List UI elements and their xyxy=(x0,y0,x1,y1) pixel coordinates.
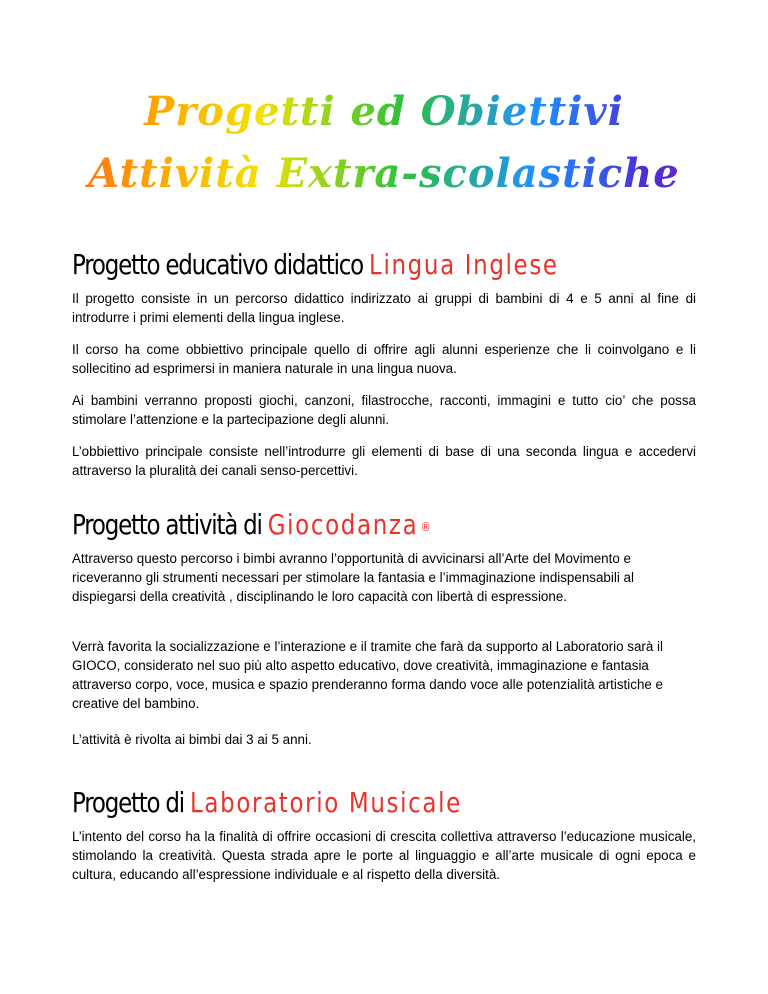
section-title-accent: Giocodanza xyxy=(267,508,419,541)
section-title-accent: Lingua Inglese xyxy=(369,248,559,281)
paragraph: L’intento del corso ha la finalità di offrire occasioni di crescita collettiva attraverso l’educazione musicale, stimolando la creatività. Questa strada apre le porte al linguaggio e all’arte musicale di ogni epoca e cultura, educando all’espressione individuale e al rispetto della diversità. xyxy=(72,829,696,882)
section-title-prefix: Progetto educativo didattico xyxy=(72,248,370,281)
section-title-lingua-inglese xyxy=(72,248,559,282)
section-title-accent: Laboratorio Musicale xyxy=(189,786,462,819)
paragraph: L’obbiettivo principale consiste nell’introdurre gli elementi di base di una seconda lingua e accedervi attraverso la pluralità dei canali senso-percettivi. xyxy=(72,444,696,478)
paragraph: Ai bambini verranno proposti giochi, canzoni, filastrocche, racconti, immagini e tutto cio’ che possa stimolare l’attenzione e la partecipazione degli alunni. xyxy=(72,393,696,427)
section-title-laboratorio-musicale xyxy=(72,786,462,820)
paragraph: Il progetto consiste in un percorso didattico indirizzato ai gruppi di bambini di 4 e 5 anni al fine di introdurre i primi elementi della lingua inglese. xyxy=(72,291,696,325)
paragraph: Il corso ha come obbiettivo principale quello di offrire agli alunni esperienze che li coinvolgano e li sollecitino ad esprimersi in maniera naturale in una lingua nuova. xyxy=(72,342,696,376)
registered-mark: ® xyxy=(420,520,431,534)
banner-line-2: Attività Extra-scolastiche xyxy=(0,144,768,204)
rainbow-title-banner xyxy=(0,82,768,204)
paragraph: Attraverso questo percorso i bimbi avranno l’opportunità di avvicinarsi all’Arte del Movimento e riceveranno gli strumenti necessari per stimolare la fantasia e l’immaginazione indispensabili al dispiegarsi della creatività , disciplinando le loro capacità con libertà di espressione. xyxy=(72,551,634,604)
section-title-prefix: Progetto attività di xyxy=(72,508,268,541)
paragraph: L’attività è rivolta ai bimbi dai 3 ai 5 anni. xyxy=(72,732,312,747)
banner-line-1: Progetti ed Obiettivi xyxy=(0,82,768,142)
section-title-prefix: Progetto di xyxy=(72,786,190,819)
section-title-giocodanza xyxy=(72,508,431,544)
paragraph: Verrà favorita la socializzazione e l’interazione e il tramite che farà da supporto al Laboratorio sarà il GIOCO, considerato nel suo più alto aspetto educativo, dove creatività, immaginazione e fantasia attraverso corpo, voce, musica e spazio prenderanno forma dando voce alle potenzialità artistiche e creative del bambino. xyxy=(72,639,664,711)
